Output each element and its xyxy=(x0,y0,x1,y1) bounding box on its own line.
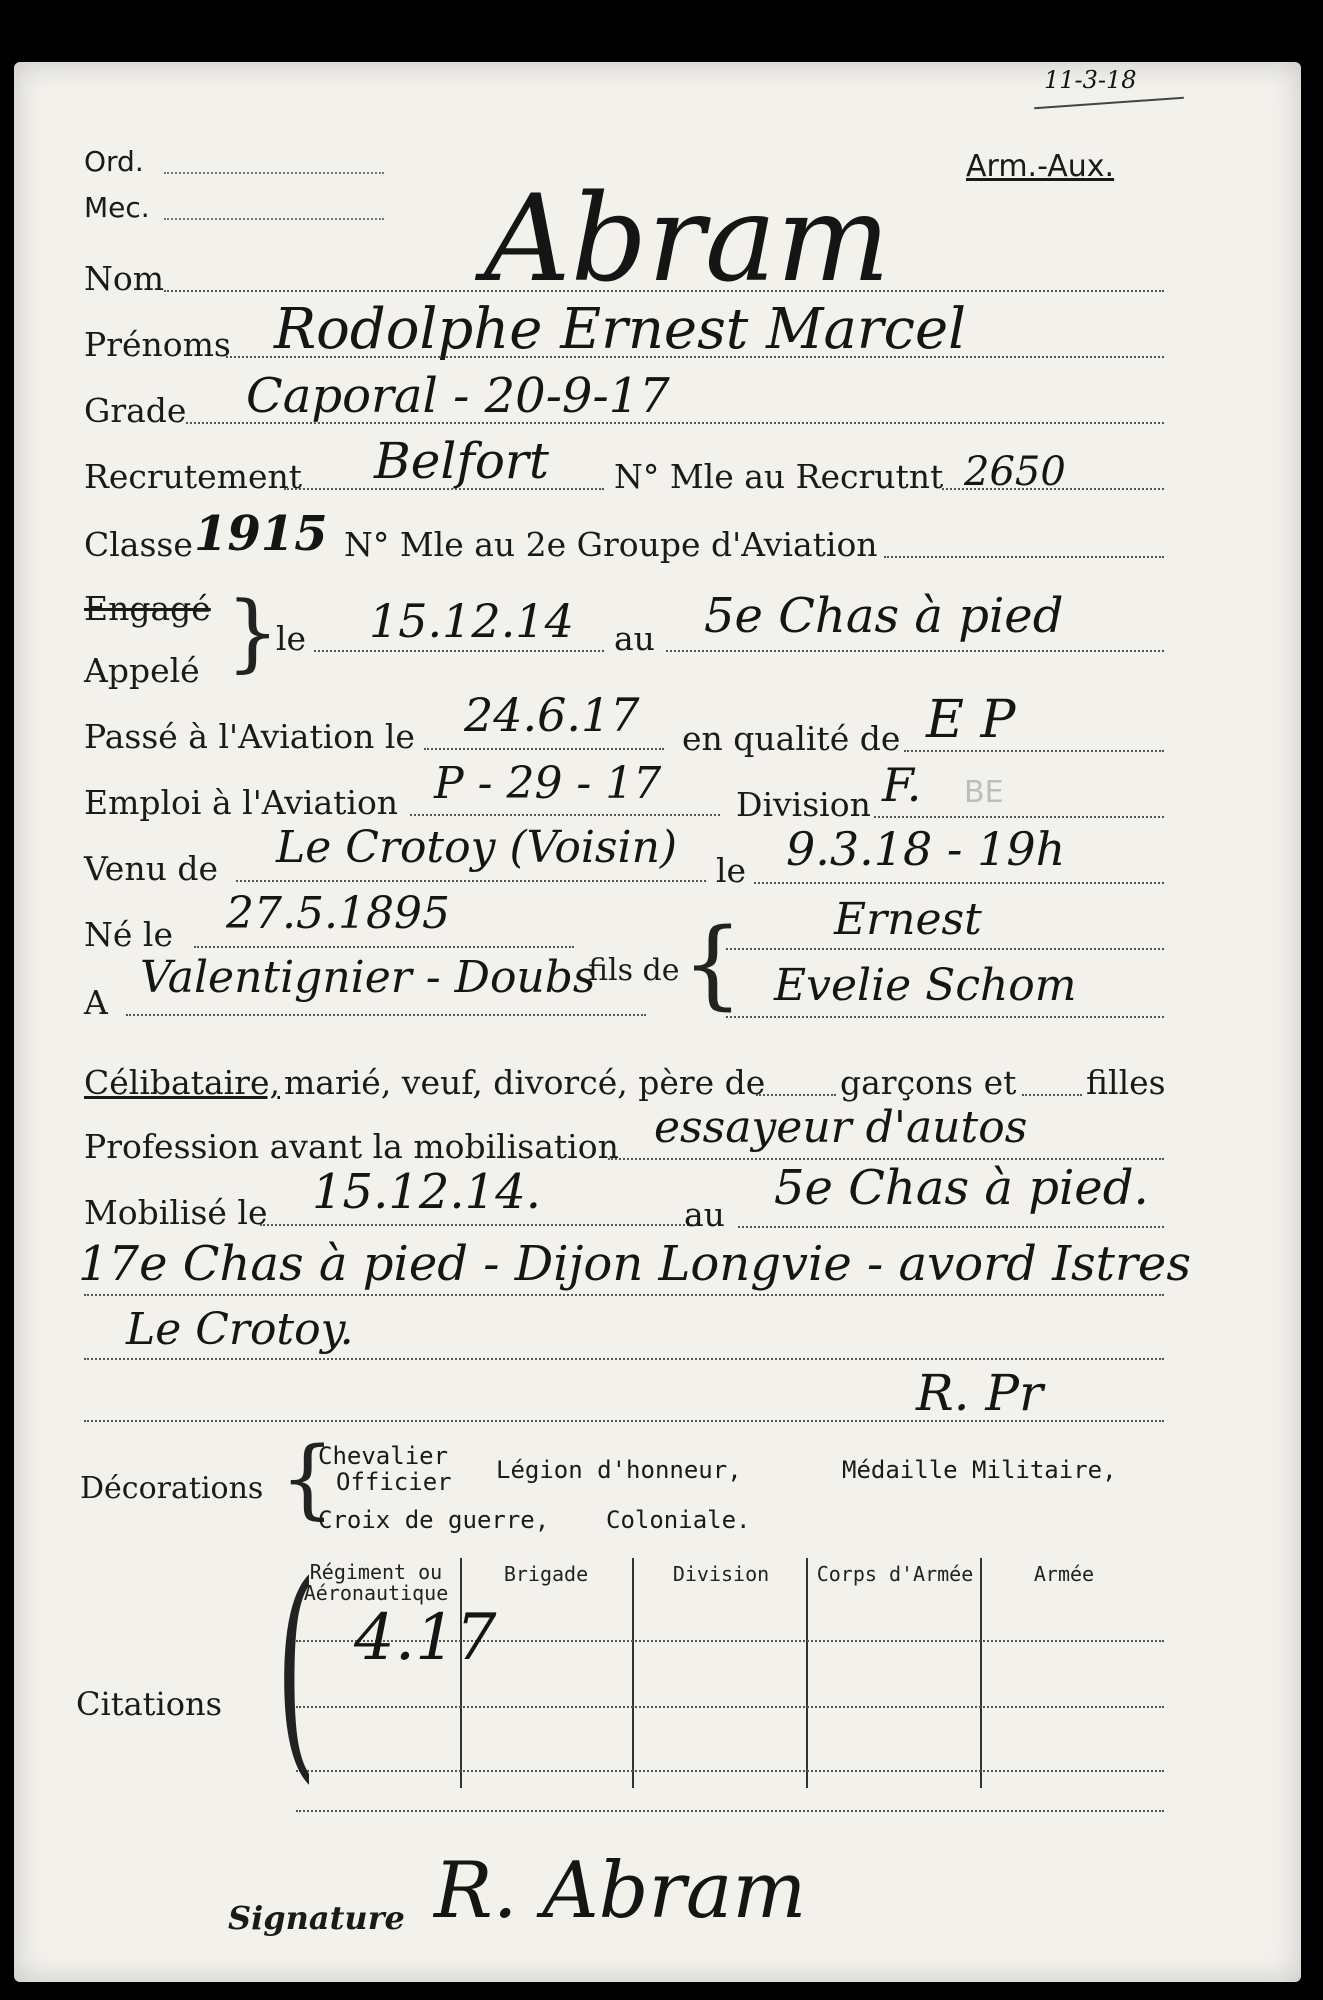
table-divider-2 xyxy=(632,1558,634,1788)
a-label: A xyxy=(84,983,108,1022)
venu-de-value: Le Crotoy (Voisin) xyxy=(276,822,678,873)
engage-unit-line xyxy=(666,650,1164,652)
prenoms-label: Prénoms xyxy=(84,325,231,364)
profession-value: essayeur d'autos xyxy=(654,1102,1028,1153)
grade-value: Caporal - 20-9-17 xyxy=(246,368,670,424)
mec-line xyxy=(164,218,384,220)
engage-unit-value: 5e Chas à pied xyxy=(704,588,1064,644)
legion-label: Légion d'honneur, xyxy=(496,1456,742,1484)
citation-row-4 xyxy=(296,1810,1164,1812)
engage-brace: } xyxy=(226,583,280,681)
mobilise-value: 15.12.14. xyxy=(312,1164,542,1220)
passe-aviation-line xyxy=(424,748,664,750)
mere-line xyxy=(726,1016,1164,1018)
emploi-aviation-value: P - 29 - 17 xyxy=(434,758,662,809)
appele-label: Appelé xyxy=(84,651,200,690)
officier-label: Officier xyxy=(336,1468,452,1496)
ne-le-line xyxy=(194,946,574,948)
citation-entry: 4.17 xyxy=(354,1601,497,1675)
filles-line xyxy=(1022,1094,1082,1096)
groupe-aviation-label: N° Mle au 2e Groupe d'Aviation xyxy=(344,525,878,564)
fils-de-brace: { xyxy=(682,908,744,1020)
celibataire-label: Célibataire, xyxy=(84,1063,280,1102)
mobilise-unit-value: 5e Chas à pied. xyxy=(774,1160,1149,1216)
qualite-label: en qualité de xyxy=(682,719,901,758)
passe-aviation-value: 24.6.17 xyxy=(464,688,640,742)
pere-line xyxy=(726,948,1164,950)
engage-au-label: au xyxy=(614,619,655,658)
engage-le-label: le xyxy=(276,619,307,658)
column-division: Division xyxy=(672,1562,770,1586)
record-card xyxy=(14,62,1301,1982)
pere-value: Ernest xyxy=(834,894,982,945)
date-underline xyxy=(1034,97,1184,109)
column-corps-armee: Corps d'Armée xyxy=(816,1562,974,1586)
emploi-aviation-label: Emploi à l'Aviation xyxy=(84,783,399,822)
citations-label: Citations xyxy=(76,1685,223,1723)
mobilise-label: Mobilisé le xyxy=(84,1193,268,1232)
a-line xyxy=(126,1014,646,1016)
garcons-label: garçons et xyxy=(840,1063,1017,1102)
coloniale-label: Coloniale. xyxy=(606,1506,751,1534)
ord-label: Ord. xyxy=(84,145,144,178)
division-line xyxy=(874,816,1164,818)
citations-brace: ( xyxy=(276,1537,317,1804)
classe-label: Classe xyxy=(84,525,193,564)
citation-row-3 xyxy=(296,1770,1164,1772)
mobilise-au-label: au xyxy=(684,1195,725,1234)
recrutement-no-label: N° Mle au Recrutnt xyxy=(614,457,944,496)
signature-label: Signature xyxy=(228,1899,405,1937)
engage-label: Engagé xyxy=(84,589,211,628)
emploi-aviation-line xyxy=(410,814,720,816)
engage-date-value: 15.12.14 xyxy=(369,594,574,648)
signature-value: R. Abram xyxy=(434,1846,807,1936)
recrutement-label: Recrutement xyxy=(84,457,303,496)
notes-value-1: 17e Chas à pied - Dijon Longvie - avord Istres xyxy=(78,1236,1191,1292)
notes-line-1 xyxy=(84,1294,1164,1296)
initials-value: R. Pr xyxy=(916,1364,1043,1422)
table-divider-4 xyxy=(980,1558,982,1788)
qualite-value: E P xyxy=(926,690,1016,750)
venu-le-value: 9.3.18 - 19h xyxy=(786,822,1066,876)
medaille-label: Médaille Militaire, xyxy=(842,1456,1117,1484)
decorations-label: Décorations xyxy=(80,1471,264,1506)
ne-le-value: 27.5.1895 xyxy=(226,888,450,939)
card-date: 11-3-18 xyxy=(1044,66,1137,94)
grade-label: Grade xyxy=(84,391,187,430)
recrutement-value: Belfort xyxy=(374,432,549,490)
ne-le-label: Né le xyxy=(84,915,173,954)
nom-label: Nom xyxy=(84,259,165,298)
ord-line xyxy=(164,172,384,174)
chevalier-label: Chevalier xyxy=(318,1442,449,1470)
division-stamp: BE xyxy=(964,775,1004,810)
enfants-line xyxy=(756,1094,836,1096)
groupe-aviation-line xyxy=(884,556,1164,558)
qualite-line xyxy=(904,750,1164,752)
croix-label: Croix de guerre, xyxy=(318,1506,550,1534)
division-value: F. xyxy=(882,758,922,812)
fils-de-label: fils de xyxy=(588,953,680,988)
prenoms-value: Rodolphe Ernest Marcel xyxy=(274,297,967,362)
mobilise-line xyxy=(260,1224,700,1226)
division-label: Division xyxy=(736,785,871,824)
classe-value: 1915 xyxy=(194,506,328,562)
column-regiment: Régiment ou Aéronautique xyxy=(303,1560,449,1605)
nom-value: Abram xyxy=(484,170,891,309)
profession-label: Profession avant la mobilisation xyxy=(84,1127,619,1166)
venu-le-label: le xyxy=(716,851,747,890)
mere-value: Evelie Schom xyxy=(774,960,1077,1011)
a-value: Valentignier - Doubs xyxy=(140,952,596,1003)
arm-aux-label: Arm.-Aux. xyxy=(966,149,1115,184)
notes-line-2 xyxy=(84,1358,1164,1360)
table-divider-3 xyxy=(806,1558,808,1788)
mec-label: Mec. xyxy=(84,191,150,224)
column-armee: Armée xyxy=(1033,1562,1095,1586)
etat-civil-label: marié, veuf, divorcé, père de xyxy=(284,1063,766,1102)
column-brigade: Brigade xyxy=(503,1562,589,1586)
venu-le-line xyxy=(754,882,1164,884)
notes-value-2: Le Crotoy. xyxy=(126,1304,354,1355)
engage-date-line xyxy=(314,650,604,652)
filles-label: filles xyxy=(1086,1063,1166,1102)
citation-row-2 xyxy=(296,1706,1164,1708)
passe-aviation-label: Passé à l'Aviation le xyxy=(84,717,415,756)
venu-de-line xyxy=(236,880,706,882)
mobilise-unit-line xyxy=(738,1226,1164,1228)
recrutement-no-value: 2650 xyxy=(964,449,1066,495)
venu-de-label: Venu de xyxy=(84,849,218,888)
decorations-brace: { xyxy=(280,1429,335,1529)
